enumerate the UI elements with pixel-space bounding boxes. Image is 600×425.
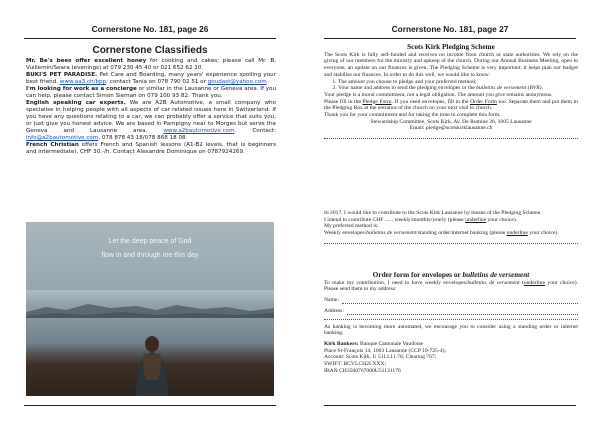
text: too. Separate them and put them in the Pledging Box at the entrance of the church on your next visit to church. [324,98,578,112]
ad-concierge [26,86,276,100]
pledge-thanks: Thank you for your commitment and for taking the time to complete this form. [324,112,501,119]
bank-name: Banque Cantonale Vaudoise [358,340,424,347]
pledge-list-item: 1. The amount you choose to pledge and your preferred method; [338,79,578,86]
text: . If you need envelopes, fill in the [391,98,471,105]
person-silhouette [132,334,172,396]
text: your choice). Please send them to my address: [324,279,578,293]
bank-iban: IBAN CH3500767000U51131176 [324,367,401,374]
pledge-item-text: Your name and address to send the pledging envelopes or the [338,85,477,92]
ad-text: Pet Care and Boarding, many years' experience spoiling your best friend. [26,72,276,85]
ad-text: . Contact: [234,128,276,134]
pledge-intro: The Scots Kirk is fully self-funded and receives no income from church or state authorities. We rely on the giving of our members for the ministry and upkeep of the church. During our Annual Business Meeting, open to everyone, an update on our finances is given. The Pledging Scheme is very important: it helps plan our budget and stabilise our finances. In order to do this well, we would like to know: [324,51,578,78]
cut-line [324,243,578,244]
left-page-header: Cornerstone No. 181, page 26 [91,24,209,34]
name-input-line[interactable] [342,299,578,304]
text: underline [523,279,545,286]
ad-text: offers French and Spanish lessons (A1-B2 levels, that is beginners and intermediate), CHF 30.-/h. Contact Alexandre Dominique on 0787924269. [26,142,276,155]
pledge-instructions [324,99,578,112]
bank-swift: SWIFT: BCVLCH2LXXX; [324,361,387,368]
text: Order form for envelopes or [372,270,463,279]
pledge-method-options [324,230,578,237]
ad-lead: English speaking car experts. [26,100,126,106]
text: bulletins de versement [467,279,520,286]
pledge-method-label: My preferred method is: [324,223,379,230]
photo-caption-line1: Let the deep peace of God [108,238,192,245]
ad-text: , 078 878 43 18/078 868 18 08. [98,135,188,141]
ad-lead: Mr. Be's bees offer excellent honey [26,58,147,64]
address-label: Address: [324,307,344,314]
ad-text: ; contact Tania on 078 790 02 51 or [106,79,208,85]
text: ( [519,279,524,286]
bank-details [324,341,578,375]
ad-lead: French Christian [26,142,79,148]
pledge-email: Email: pledge@scotskirklausanne.ch [409,125,493,132]
pledging-scheme [324,44,578,145]
order-form [324,272,578,374]
text: bulletins de versement [462,270,530,279]
text: Please fill in the [324,98,363,105]
pledge-commitment: Your pledge is a moral commitment, not a legal obligation. The amount you give remains anonymous. [324,91,553,98]
ad-pet-paradise [26,72,276,86]
a2b-email-link[interactable]: info@a2bautomotive.com [26,135,99,141]
ad-text: We are A2B Automotive, a small company who specialise in helping people with all aspects of car related issues here in Switzerland. If you have any questions relating to a car, we can probably offer a service that suits you, or just give you honest advice. We are based in Pampigny near to Morges but serve the Geneva and Lausanne area. [26,100,276,134]
order-form-ref: Order Form [470,98,497,105]
ad-lead: BUKI'S PET PARADISE. [26,72,98,78]
bank-account: Account: Scots Kirk, U 5113.11.76; Clearing 767; [324,354,437,361]
order-form-intro [324,280,578,293]
pledging-scheme-title: Scots Kirk Pledging Scheme [407,42,495,51]
name-label: Name: [324,297,339,304]
pledge-form-ref: Pledge Form [362,98,392,105]
text: Weekly envelopes/ [324,230,367,237]
text: I intend to contribute CHF ...... weekly/monthly/yearly (please [324,216,466,223]
classified-ads [26,58,276,156]
text: your choice). [486,216,518,223]
text: underline [465,216,487,223]
banking-note: As banking is becoming more automated, we encourage you to consider using a standing order or internet banking. [324,323,578,337]
cut-line [324,138,578,139]
address-extra-line [324,319,578,320]
a2b-website-link[interactable]: www.a2bautomotive.com [163,128,235,134]
right-footer-rule [324,405,576,406]
pledge-list [324,79,578,92]
ad-lead: I'm looking for work as a concierge [26,86,137,92]
bank-address: Place St-François 14, 1003 Lausanne (CCP 10-725-4); [324,347,447,354]
text: your choice). [527,230,559,237]
text: underline [506,230,528,237]
right-page-header: Cornerstone No. 181, page 27 [391,24,509,34]
pledge-form-intro: In 2017, I would like to contribute to the Scots Kirk Lausanne by means of the Pledging Scheme. [324,210,542,216]
name-field[interactable] [324,297,578,304]
address-input-line[interactable] [347,310,578,315]
ad-french-lessons [26,142,276,156]
pet-paradise-link[interactable]: www.aa3.ch/bpp [59,79,107,85]
pledge-form [324,210,578,250]
left-header-rule [24,38,276,39]
stewardship-address: Stewardship Committee, Scots Kirk, Av. De Rumine 26, 1005 Lausanne [370,118,532,125]
text: /standing order/internet banking (please [416,230,507,237]
bank-label: Kirk Bankers: [324,340,359,347]
ad-text: or similar in the Lausanne or Geneva area. If you can help, please contact Simon Sieman on 079 100 93 82. Thank you. [26,86,276,99]
right-header-rule [324,38,576,39]
pledge-item-italic: bulletins de versement (BVR). [476,85,543,92]
bank-name-line [324,341,578,348]
photo-caption-line2: flow in and through me this day [101,252,199,259]
pet-paradise-email-link[interactable]: goudast@yahoo.com [207,79,267,85]
ad-text: for cooking and cakes; please call Mr. B. Vuillemin/Seara (evenings) at 079 230 45 40 or 021 652 62 10. [26,58,276,71]
ad-honey [26,58,276,72]
text: bulletins de versement [366,230,417,237]
pledge-list-item [338,85,578,92]
order-form-title [324,272,578,279]
left-footer-rule [24,405,276,406]
address-field[interactable] [324,308,578,315]
classifieds-title: Cornerstone Classifieds [92,45,208,56]
lake-photo [26,222,274,396]
text: To make my contribution, I need to have weekly envelopes/ [324,279,468,286]
ad-car-experts [26,100,276,142]
